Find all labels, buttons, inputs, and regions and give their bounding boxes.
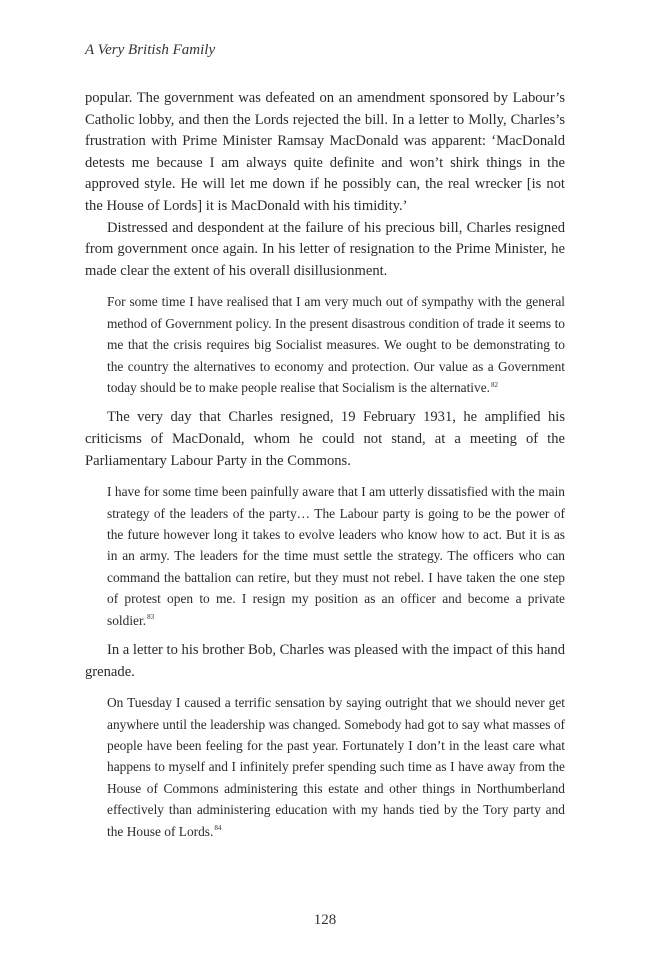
paragraph-4: In a letter to his brother Bob, Charles was pleased with the impact of this hand grenade.: [85, 642, 565, 680]
footnote-ref-83: 83: [147, 613, 155, 622]
block-quote-2-text: I have for some time been painfully aware that I am utterly dissatisfied with the main strategy of the leaders of the party… The Labour party is going to be the power of the future however long it takes to evolve leaders who know how to act. But it is as in an army. The leaders for the time must settle the strategy. The officers who can command the battalion can retire, but they must not rebel. I have taken the one step of protest open to me. I resign my position as an officer and become a private soldier.: [107, 484, 565, 628]
block-quote-3: [107, 692, 565, 842]
footnote-ref-84: 84: [214, 824, 222, 833]
footnote-ref-82: 82: [491, 380, 499, 389]
running-head: A Very British Family: [85, 42, 216, 58]
paragraph-1: popular. The government was defeated on an amendment sponsored by Labour’s Catholic lobby, and then the Lords rejected the bill. In a letter to Molly, Charles’s frustration with Prime Minister Ramsay MacDonald was apparent: ‘MacDonald detests me because I am always quite definite and won’t shirk things in the approved style. He will let me down if he possibly can, the real wrecker [is not the House of Lords] it is MacDonald with his timidity.’: [85, 90, 565, 214]
block-quote-2: [107, 481, 565, 631]
block-quote-1-text: For some time I have realised that I am very much out of sympathy with the general method of Government policy. In the present disastrous condition of trade it seems to me that the crisis requires big Socialist measures. We ought to be demonstrating to the country the alternatives to economy and protection. Our value as a Government today should be to make people realise that Socialism is the alternative.: [107, 294, 565, 395]
page-number: 128: [313, 912, 337, 928]
body-text: [85, 88, 565, 851]
block-quote-1: [107, 291, 565, 398]
block-quote-3-text: On Tuesday I caused a terrific sensation by saying outright that we should never get anywhere until the leadership was changed. Somebody had got to say what masses of people have been feeling for the past year. Fortunately I don’t in the least care what happens to myself and I infinitely prefer spending such time as I have away from the House of Commons administering this estate and other things in Northumberland effectively than administering education with my hands tied by the Tory party and the House of Lords.: [107, 695, 565, 839]
paragraph-3: The very day that Charles resigned, 19 February 1931, he amplified his criticisms of MacDonald, whom he could not stand, at a meeting of the Parliamentary Labour Party in the Commons.: [85, 409, 565, 469]
paragraph-2: Distressed and despondent at the failure of his precious bill, Charles resigned from government once again. In his letter of resignation to the Prime Minister, he made clear the extent of his overall disillusionment.: [85, 219, 565, 279]
